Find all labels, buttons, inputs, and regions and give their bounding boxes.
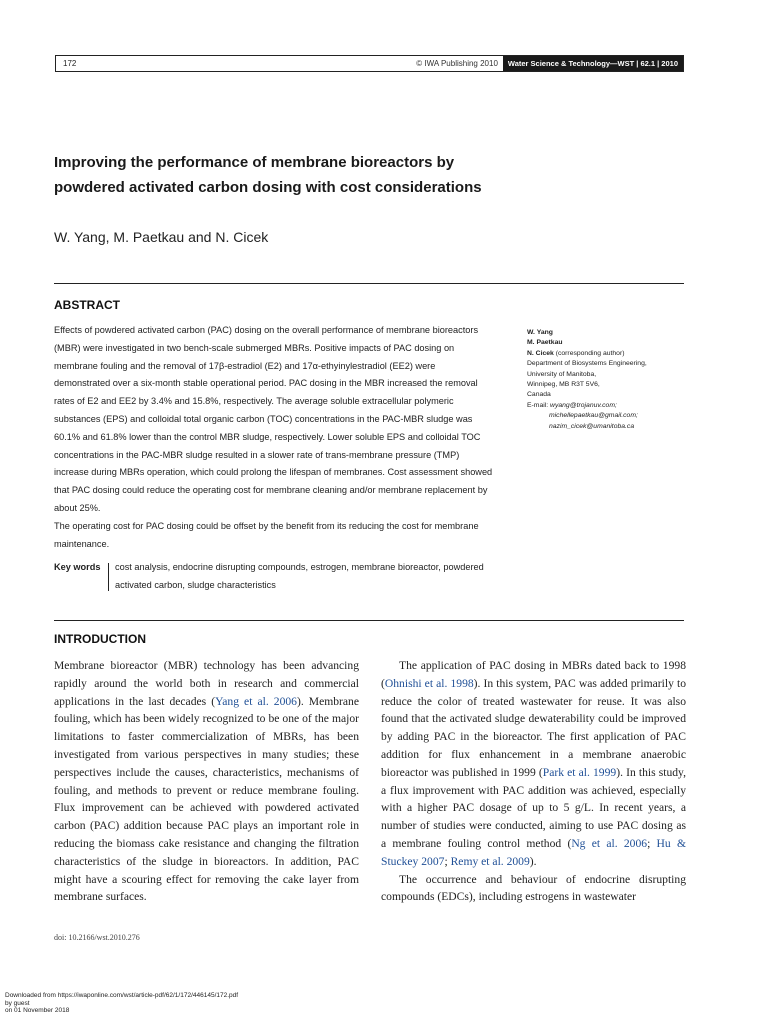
intro-paragraph-1: [54, 657, 359, 906]
abstract-heading: ABSTRACT: [54, 298, 120, 312]
download-url[interactable]: Downloaded from https://iwaponline.com/wst/article-pdf/62/1/172/446145/172.pdf: [5, 992, 239, 999]
affil-university: University of Manitoba,: [527, 370, 597, 378]
affil-author-2: M. Paetkau: [527, 339, 563, 347]
email-link-2[interactable]: michellepaetkau@gmail.com;: [549, 412, 638, 420]
intro-text: ).: [529, 854, 537, 868]
keywords-label: Key words: [54, 562, 101, 572]
abstract-paragraph-2: The operating cost for PAC dosing could be offset by the benefit from its reducing the cost for membrane maintenance.: [54, 520, 479, 549]
intro-text: ;: [444, 854, 451, 868]
corresponding-note: (corresponding author): [555, 349, 625, 357]
intro-paragraph-3: The occurrence and behaviour of endocrine disrupting compounds (EDCs), including estrogens in wastewater: [381, 872, 686, 904]
affil-country: Canada: [527, 391, 551, 399]
abstract-body: [54, 322, 494, 553]
journal-citation: Water Science & Technology—WST | 62.1 | 2010: [503, 56, 683, 71]
page-number: 172: [63, 59, 77, 68]
intro-text: ;: [647, 836, 657, 850]
reference-link[interactable]: Hu & Stuckey 2007: [381, 836, 686, 868]
intro-paragraph-2: [381, 657, 686, 871]
intro-text: ). In this study, a flux improvement with PAC addition was achieved, especially with a higher PAC dosage of up to 5 g/L. In recent years, a number of studies were conducted, aiming to use PAC dosing as a membrane fouling control method (: [381, 765, 686, 850]
reference-link[interactable]: Park et al. 1999: [542, 765, 617, 779]
introduction-right-column: [381, 657, 686, 906]
article-authors: W. Yang, M. Paetkau and N. Cicek: [54, 229, 269, 245]
email-link-3[interactable]: nazim_cicek@umanitoba.ca: [549, 422, 635, 430]
affil-author-1: W. Yang: [527, 329, 553, 336]
intro-text: ). Membrane fouling, which has been widely recognized to be one of the major limitations to faster commercialization of MBRs, has been investigated from various perspectives in many studies; these perspectives include the causes, characteristics, mechanisms of fouling, and methods to prevent or reduce membrane fouling. Flux improvement can be achieved with powdered activated carbon (PAC) addition because PAC plays an important role in reducing the biomass cake resistance and changing the filtration characteristics of the sludge in bioreactors. In addition, PAC might have a scouring effect for removing the cake layer from membrane surfaces.: [54, 694, 359, 904]
affil-author-3: N. Cicek: [527, 349, 554, 357]
reference-link[interactable]: Ng et al. 2006: [571, 836, 648, 850]
reference-link[interactable]: Remy et al. 2009: [450, 854, 530, 868]
keywords-block: [54, 559, 494, 595]
keywords-list: cost analysis, endocrine disrupting compounds, estrogen, membrane bioreactor, powdered activated carbon, sludge characteristics: [115, 562, 484, 590]
article-title: Improving the performance of membrane bioreactors by powdered activated carbon dosing with cost considerations: [54, 154, 482, 196]
abstract-top-rule: [54, 283, 684, 284]
email-link-1[interactable]: wyang@trojanuv.com;: [550, 401, 617, 409]
download-notice: [5, 992, 238, 1015]
doi-link[interactable]: doi: 10.2166/wst.2010.276: [54, 933, 140, 942]
download-user: by guest: [5, 999, 30, 1007]
introduction-top-rule: [54, 620, 684, 621]
reference-link[interactable]: Yang et al. 2006: [215, 694, 297, 708]
author-affiliation: [527, 328, 687, 432]
affil-department: Department of Biosystems Engineering,: [527, 360, 647, 368]
intro-text: Membrane bioreactor (MBR) technology has been advancing rapidly around the world both in research and commercial applications in the last decades (: [54, 659, 359, 708]
journal-header-bar: [55, 55, 684, 72]
intro-text: The application of PAC dosing in MBRs dated back to 1998 (: [381, 659, 686, 690]
abstract-paragraph: Effects of powdered activated carbon (PAC) dosing on the overall performance of membrane bioreactors (MBR) were investigated in two bench-scale submerged MBRs. Positive impacts of PAC dosing on membrane fouling and the removal of 17β-estradiol (E2) and 17α-ethyinylestradiol (EE2) were demonstrated over a six-month stable operational period. PAC dosing in the MBR increased the removal rates of E2 and EE2 by 3.4% and 15.8%, respectively. The average soluble extracellular polymeric substances (EPS) and colloidal total organic carbon (TOC) concentrations in the PAC-MBR sludge was 60.1% and 61.8% lower than the control MBR sludge, respectively. Lower soluble EPS and colloidal TOC concentrations in the PAC-MBR sludge resulted in a slower rate of trans-membrane pressure (TMP) increase during MBRs operation, which could prolong the lifespan of membranes. Cost assessment showed that PAC dosing could reduce the operating cost for membrane cleaning and/or membrane replacement by about 25%.: [54, 325, 493, 513]
copyright-notice: © IWA Publishing 2010: [416, 59, 498, 68]
affil-city: Winnipeg, MB R3T 5V6,: [527, 381, 600, 389]
email-label: E-mail:: [527, 401, 549, 409]
introduction-heading: INTRODUCTION: [54, 632, 146, 646]
intro-text: ). In this system, PAC was added primarily to reduce the color of treated wastewater for reuse. It was also found that the activated sludge dewaterability could be improved by adding PAC in the bioreactor. The first application of PAC addition for flux enhancement in a membrane anaerobic bioreactor was published in 1999 (: [381, 676, 686, 779]
download-date: on 01 November 2018: [5, 1007, 70, 1014]
keywords-divider: [108, 563, 109, 591]
reference-link[interactable]: Ohnishi et al. 1998: [384, 676, 474, 690]
introduction-left-column: [54, 657, 359, 906]
